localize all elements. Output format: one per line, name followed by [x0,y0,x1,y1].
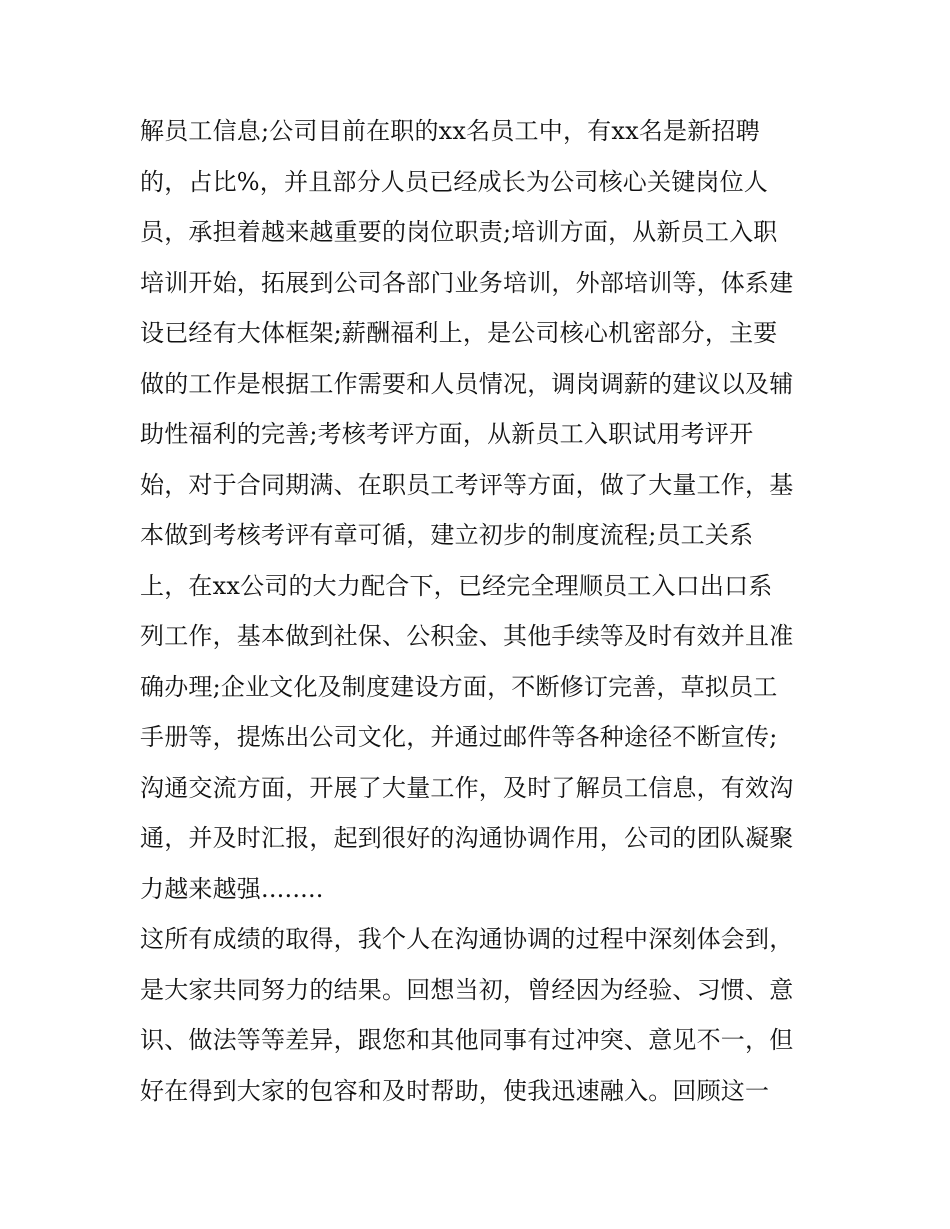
text-line: 本做到考核考评有章可循，建立初步的制度流程;员工关系 [140,521,754,549]
text-line: 力越来越强........ [140,874,324,903]
text-line: 始，对于合同期满、在职员工考评等方面，做了大量工作，基 [140,470,794,499]
text-line: 列工作，基本做到社保、公积金、其他手续等及时有效并且准 [140,622,794,650]
text-line: 设已经有大体框架;薪酬福利上，是公司核心机密部分，主要 [140,319,778,347]
text-line: 员，承担着越来越重要的岗位职责;培训方面，从新员工入职 [140,218,778,246]
text-line: 好在得到大家的包容和及时帮助，使我迅速融入。回顾这一 [140,1076,770,1105]
text-line: 沟通交流方面，开展了大量工作，及时了解员工信息，有效沟 [140,773,794,802]
text-line: 这所有成绩的取得，我个人在沟通协调的过程中深刻体会到， [140,925,794,953]
text-line: 确办理;企业文化及制度建设方面，不断修订完善，草拟员工 [140,672,778,701]
text-line: 解员工信息;公司目前在职的xx名员工中，有xx名是新招聘 [140,117,760,145]
text-line: 助性福利的完善;考核考评方面，从新员工入职试用考评开 [140,420,754,448]
text-line: 是大家共同努力的结果。回想当初，曾经因为经验、习惯、意 [140,975,794,1004]
text-line: 做的工作是根据工作需要和人员情况，调岗调薪的建议以及辅 [140,369,794,398]
text-line: 识、做法等等差异，跟您和其他同事有过冲突、意见不一，但 [140,1026,794,1054]
text-line: 上，在xx公司的大力配合下，已经完全理顺员工入口出口系 [140,571,773,600]
text-line: 培训开始，拓展到公司各部门业务培训，外部培训等，体系建 [140,268,794,297]
text-line: 通，并及时汇报，起到很好的沟通协调作用，公司的团队凝聚 [140,824,794,852]
text-line: 手册等，提炼出公司文化，并通过邮件等各种途径不断宣传; [140,723,778,751]
text-line: 的，占比%，并且部分人员已经成长为公司核心关键岗位人 [140,167,769,196]
body-text [140,106,820,1116]
